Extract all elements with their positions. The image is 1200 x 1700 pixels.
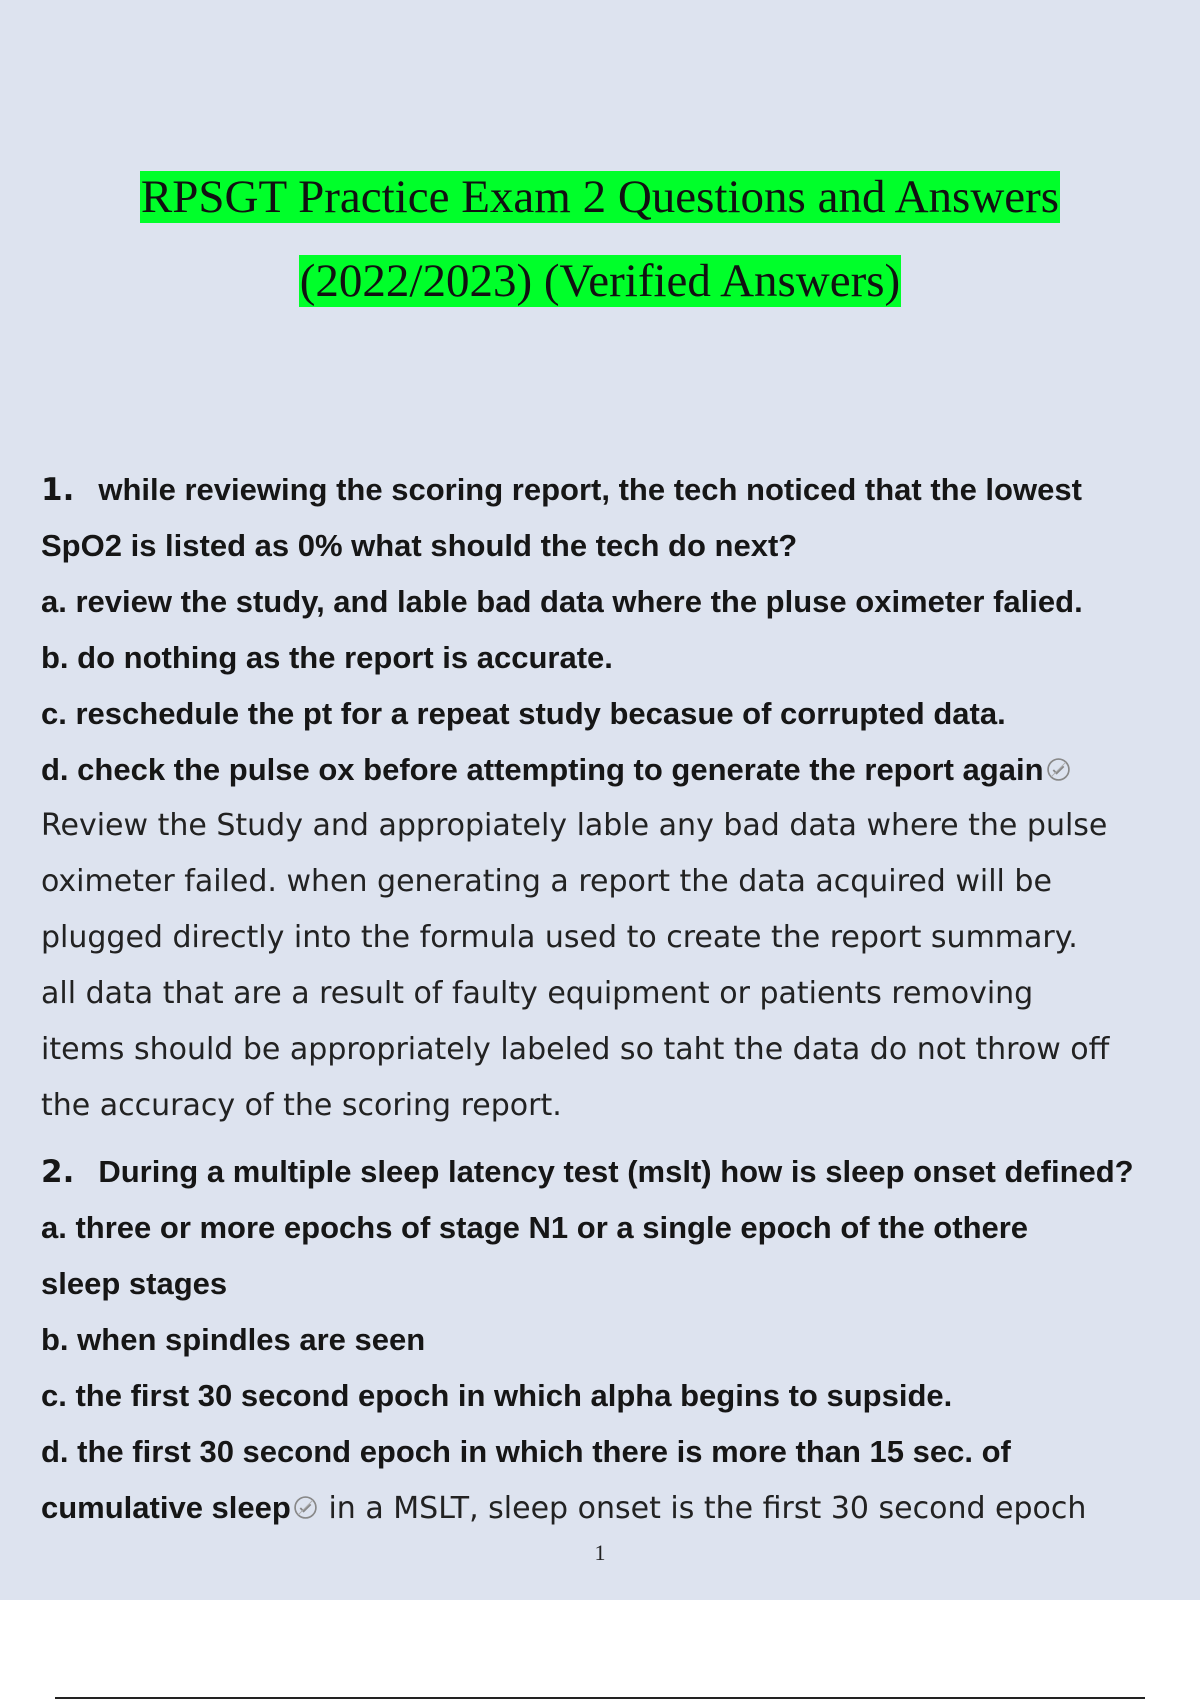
answer-explanation: oximeter failed. when generating a report the data acquired will be	[41, 864, 1052, 899]
question-number: 2.	[41, 1154, 75, 1190]
option-d-continued: cumulative sleep in a MSLT, sleep onset is the first 30 second epoch	[41, 1490, 1087, 1526]
option-d: d. the first 30 second epoch in which there is more than 15 sec. of	[41, 1434, 1011, 1469]
option-b: b. do nothing as the report is accurate.	[41, 640, 613, 675]
option-a-continued: sleep stages	[41, 1266, 228, 1301]
question-2	[41, 1144, 1191, 1536]
check-badge-icon	[1046, 757, 1071, 782]
question-stem: SpO2 is listed as 0% what should the tech do next?	[41, 528, 798, 563]
option-d: d. check the pulse ox before attempting to generate the report again	[41, 742, 1191, 798]
page-number: 1	[594, 1540, 606, 1565]
title-line-1: RPSGT Practice Exam 2 Questions and Answers	[140, 171, 1060, 223]
answer-explanation: Review the Study and appropiately lable any bad data where the pulse	[41, 808, 1108, 843]
document-title	[0, 155, 1200, 323]
answer-explanation: items should be appropriately labeled so taht the data do not throw off	[41, 1032, 1110, 1067]
answer-explanation: in a MSLT, sleep onset is the first 30 second epoch	[328, 1491, 1087, 1526]
question-stem: 1. while reviewing the scoring report, the tech noticed that the lowest	[41, 472, 1082, 508]
question-stem: 2. During a multiple sleep latency test (mslt) how is sleep onset defined?	[41, 1154, 1134, 1190]
answer-explanation: all data that are a result of faulty equipment or patients removing	[41, 976, 1034, 1011]
option-b: b. when spindles are seen	[41, 1322, 426, 1357]
option-c: c. reschedule the pt for a repeat study becasue of corrupted data.	[41, 696, 1006, 731]
option-a: a. three or more epochs of stage N1 or a single epoch of the othere	[41, 1210, 1029, 1245]
check-badge-icon	[293, 1495, 318, 1520]
question-1	[41, 462, 1191, 1134]
title-line-2: (2022/2023) (Verified Answers)	[299, 255, 901, 307]
footer-divider	[55, 1697, 1145, 1699]
question-list	[41, 462, 1191, 1536]
answer-explanation: the accuracy of the scoring report.	[41, 1088, 562, 1123]
option-c: c. the first 30 second epoch in which alpha begins to supside.	[41, 1378, 953, 1413]
option-a: a. review the study, and lable bad data where the pluse oximeter falied.	[41, 584, 1083, 619]
question-number: 1.	[41, 472, 75, 508]
answer-explanation: plugged directly into the formula used to create the report summary.	[41, 920, 1078, 955]
